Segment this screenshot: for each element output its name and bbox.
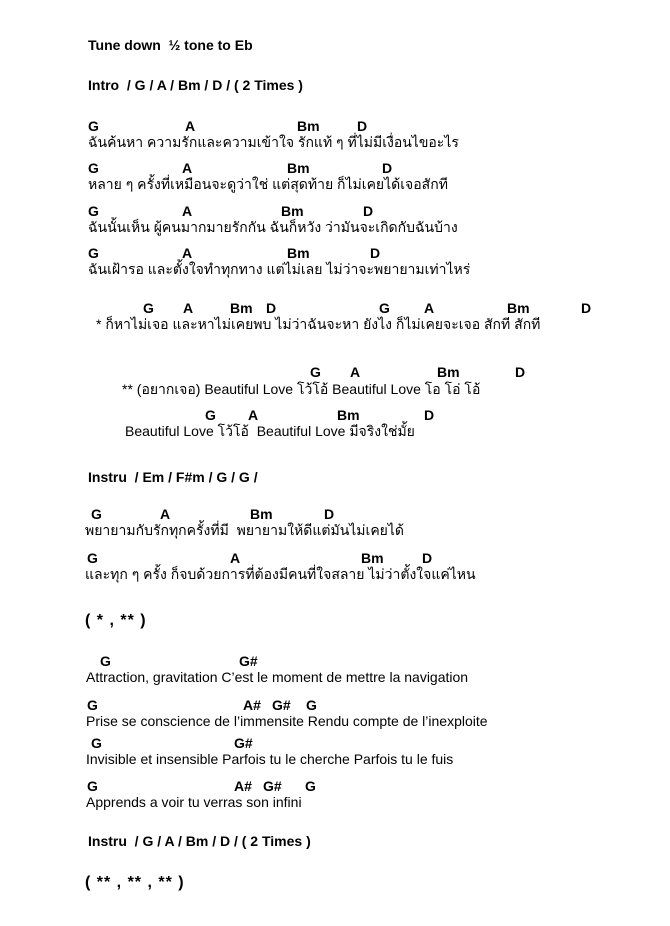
section-heading: Intro / G / A / Bm / D / ( 2 Times ): [88, 77, 303, 93]
chord-row: [0, 246, 670, 261]
chord-row: [0, 654, 670, 669]
chord-label: G: [305, 778, 316, 794]
chord-label: G#: [263, 778, 282, 794]
chord-label: A: [182, 245, 193, 261]
chord-label: A: [182, 160, 193, 176]
lyric-line: Invisible et insensible Parfois tu le cherche Parfois tu le fuis: [86, 751, 454, 767]
lyric-line: ฉันเฝ้ารอ และตั้งใจทำทุกทาง แต่ไม่เลย ไม่ว่าจะพยายามเท่าไหร่: [88, 261, 471, 277]
section-heading: Tune down ½ tone to Eb: [88, 37, 253, 53]
chord-label: G: [88, 245, 99, 261]
chord-label: G: [87, 778, 98, 794]
chord-label: D: [324, 506, 335, 522]
chord-label: Bm: [281, 203, 304, 219]
chord-label: G#: [234, 735, 253, 751]
chord-row: [0, 551, 670, 566]
chord-label: D: [422, 550, 433, 566]
chord-label: D: [357, 118, 368, 134]
chord-label: D: [266, 300, 277, 316]
chord-label: G#: [272, 697, 291, 713]
chord-row: [0, 736, 670, 751]
chord-label: G: [91, 735, 102, 751]
chord-label: G: [87, 550, 98, 566]
chord-label: A: [160, 506, 171, 522]
chord-label: Bm: [230, 300, 253, 316]
lyric-line: ฉันค้นหา ความรักและความเข้าใจ รักแท้ ๆ ที่ไม่มีเงื่อนไขอะไร: [88, 134, 459, 150]
chord-label: Bm: [287, 245, 310, 261]
chord-label: G: [100, 653, 111, 669]
chord-label: Bm: [297, 118, 320, 134]
chord-label: G: [379, 300, 390, 316]
section-heading: Instru / G / A / Bm / D / ( 2 Times ): [88, 833, 311, 849]
chord-label: D: [424, 407, 435, 423]
chord-label: Bm: [361, 550, 384, 566]
section-heading: ( ** , ** , ** ): [85, 874, 185, 891]
chord-label: G: [205, 407, 216, 423]
section-heading: Instru / Em / F#m / G / G /: [88, 469, 258, 485]
chord-row: [0, 161, 670, 176]
chord-label: A#: [243, 697, 261, 713]
chord-row: [0, 779, 670, 794]
chord-label: A: [182, 203, 193, 219]
chord-label: Bm: [337, 407, 360, 423]
chord-label: Bm: [437, 364, 460, 380]
lyric-line: ฉันนั้นเห็น ผู้คนมากมายรักกัน ฉันก็หวัง ว่ามันจะเกิดกับฉันบ้าง: [88, 219, 458, 235]
chord-label: Bm: [250, 506, 273, 522]
chord-label: Bm: [287, 160, 310, 176]
chord-label: A: [350, 364, 361, 380]
chord-label: D: [363, 203, 374, 219]
chord-row: [0, 507, 670, 522]
chord-label: A: [230, 550, 241, 566]
lyric-line: หลาย ๆ ครั้งที่เหมือนจะดูว่าใช่ แต่สุดท้าย ก็ไม่เคยได้เจอสักที: [88, 176, 448, 192]
chord-row: [0, 204, 670, 219]
lyric-line: Prise se conscience de l’immensite Rendu compte de l’inexploite: [86, 713, 488, 729]
chord-label: A: [183, 300, 194, 316]
lyric-line: พยายามกับรักทุกครั้งที่มี พยายามให้ดีแต่มันไม่เคยได้: [85, 522, 405, 538]
section-heading: ( * , ** ): [85, 612, 147, 629]
lyric-line: * ก็หาไม่เจอ และหาไม่เคยพบ ไม่ว่าฉันจะหา ยังไง ก็ไม่เคยจะเจอ สักที สักที: [96, 316, 541, 332]
chord-label: G: [88, 203, 99, 219]
chord-label: D: [382, 160, 393, 176]
chord-label: A: [185, 118, 196, 134]
chord-label: G: [310, 364, 321, 380]
chord-label: D: [515, 364, 526, 380]
chord-row: [0, 408, 670, 423]
chord-label: G#: [239, 653, 258, 669]
chord-label: G: [88, 118, 99, 134]
lyric-line: Attraction, gravitation C’est le moment de mettre la navigation: [86, 669, 469, 685]
chord-row: [0, 301, 670, 316]
chord-label: A#: [234, 778, 252, 794]
chord-label: A: [424, 300, 435, 316]
chord-label: G: [306, 697, 317, 713]
chord-label: A: [248, 407, 259, 423]
chord-label: G: [143, 300, 154, 316]
lyric-line: และทุก ๆ ครั้ง ก็จบด้วยการที่ต้องมีคนที่ใจสลาย ไม่ว่าตั้งใจแค่ไหน: [85, 566, 476, 582]
lyric-line: ** (อยากเจอ) Beautiful Love โว้โอ้ Beautiful Love โอ โอ่ โอ้: [122, 381, 481, 397]
lyric-line: Beautiful Love โว้โอ้ Beautiful Love มีจริงใช่มั้ย: [125, 423, 415, 439]
chord-label: G: [91, 506, 102, 522]
chord-label: G: [87, 697, 98, 713]
lyric-line: Apprends a voir tu verras son infini: [86, 794, 302, 810]
chord-row: [0, 119, 670, 134]
chord-row: [0, 698, 670, 713]
chord-label: Bm: [507, 300, 530, 316]
chord-label: D: [581, 300, 592, 316]
chord-label: D: [370, 245, 381, 261]
chord-row: [0, 365, 670, 380]
chord-label: G: [88, 160, 99, 176]
